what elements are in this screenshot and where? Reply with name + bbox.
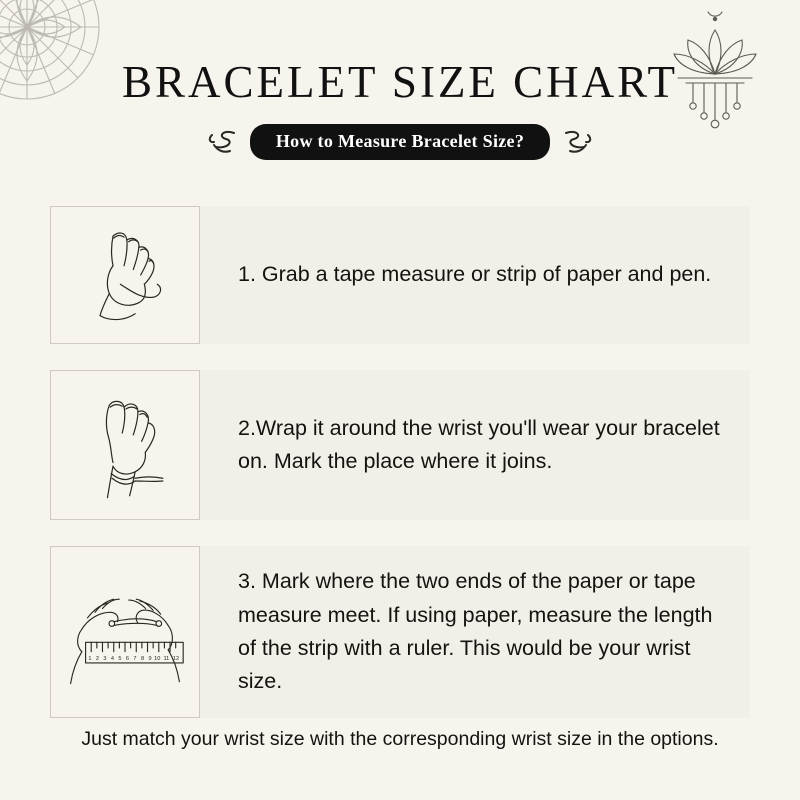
- subtitle-pill: How to Measure Bracelet Size?: [250, 124, 550, 160]
- steps-list: [0, 206, 800, 744]
- step-item-2: [50, 370, 750, 520]
- svg-text:4: 4: [110, 656, 115, 663]
- svg-text:12: 12: [172, 656, 180, 663]
- step-2-image: [50, 370, 200, 520]
- svg-text:9: 9: [148, 656, 152, 663]
- svg-text:11: 11: [163, 656, 170, 663]
- svg-text:8: 8: [140, 656, 145, 663]
- svg-text:10: 10: [154, 656, 161, 663]
- step-3-text: 3. Mark where the two ends of the paper or tape measure meet. If using paper, measure the length of the strip with a ruler. This would be your wrist size.: [238, 569, 713, 694]
- hands-measuring-ruler-icon: [59, 571, 191, 693]
- hand-wrapped-tape-icon: [65, 384, 185, 506]
- svg-text:3: 3: [103, 656, 107, 663]
- step-item-1: [50, 206, 750, 344]
- step-2-text: 2.Wrap it around the wrist you'll wear your bracelet on. Mark the place where it joins.: [238, 415, 720, 473]
- swirl-flourish-left-icon: [208, 129, 238, 155]
- svg-text:7: 7: [133, 656, 137, 663]
- footer-note: Just match your wrist size with the corresponding wrist size in the options.: [81, 728, 719, 750]
- svg-text:2: 2: [95, 656, 100, 663]
- page-title: BRACELET SIZE CHART: [122, 57, 678, 107]
- hand-holding-tape-icon: [65, 219, 185, 331]
- step-3-image: [50, 546, 200, 718]
- svg-text:5: 5: [118, 656, 122, 663]
- step-item-3: [50, 546, 750, 718]
- svg-text:6: 6: [125, 656, 130, 663]
- subtitle-row: [0, 124, 800, 160]
- svg-text:1: 1: [88, 656, 92, 663]
- step-1-image: [50, 206, 200, 344]
- swirl-flourish-right-icon: [562, 129, 592, 155]
- step-1-text: 1. Grab a tape measure or strip of paper and pen.: [238, 262, 712, 287]
